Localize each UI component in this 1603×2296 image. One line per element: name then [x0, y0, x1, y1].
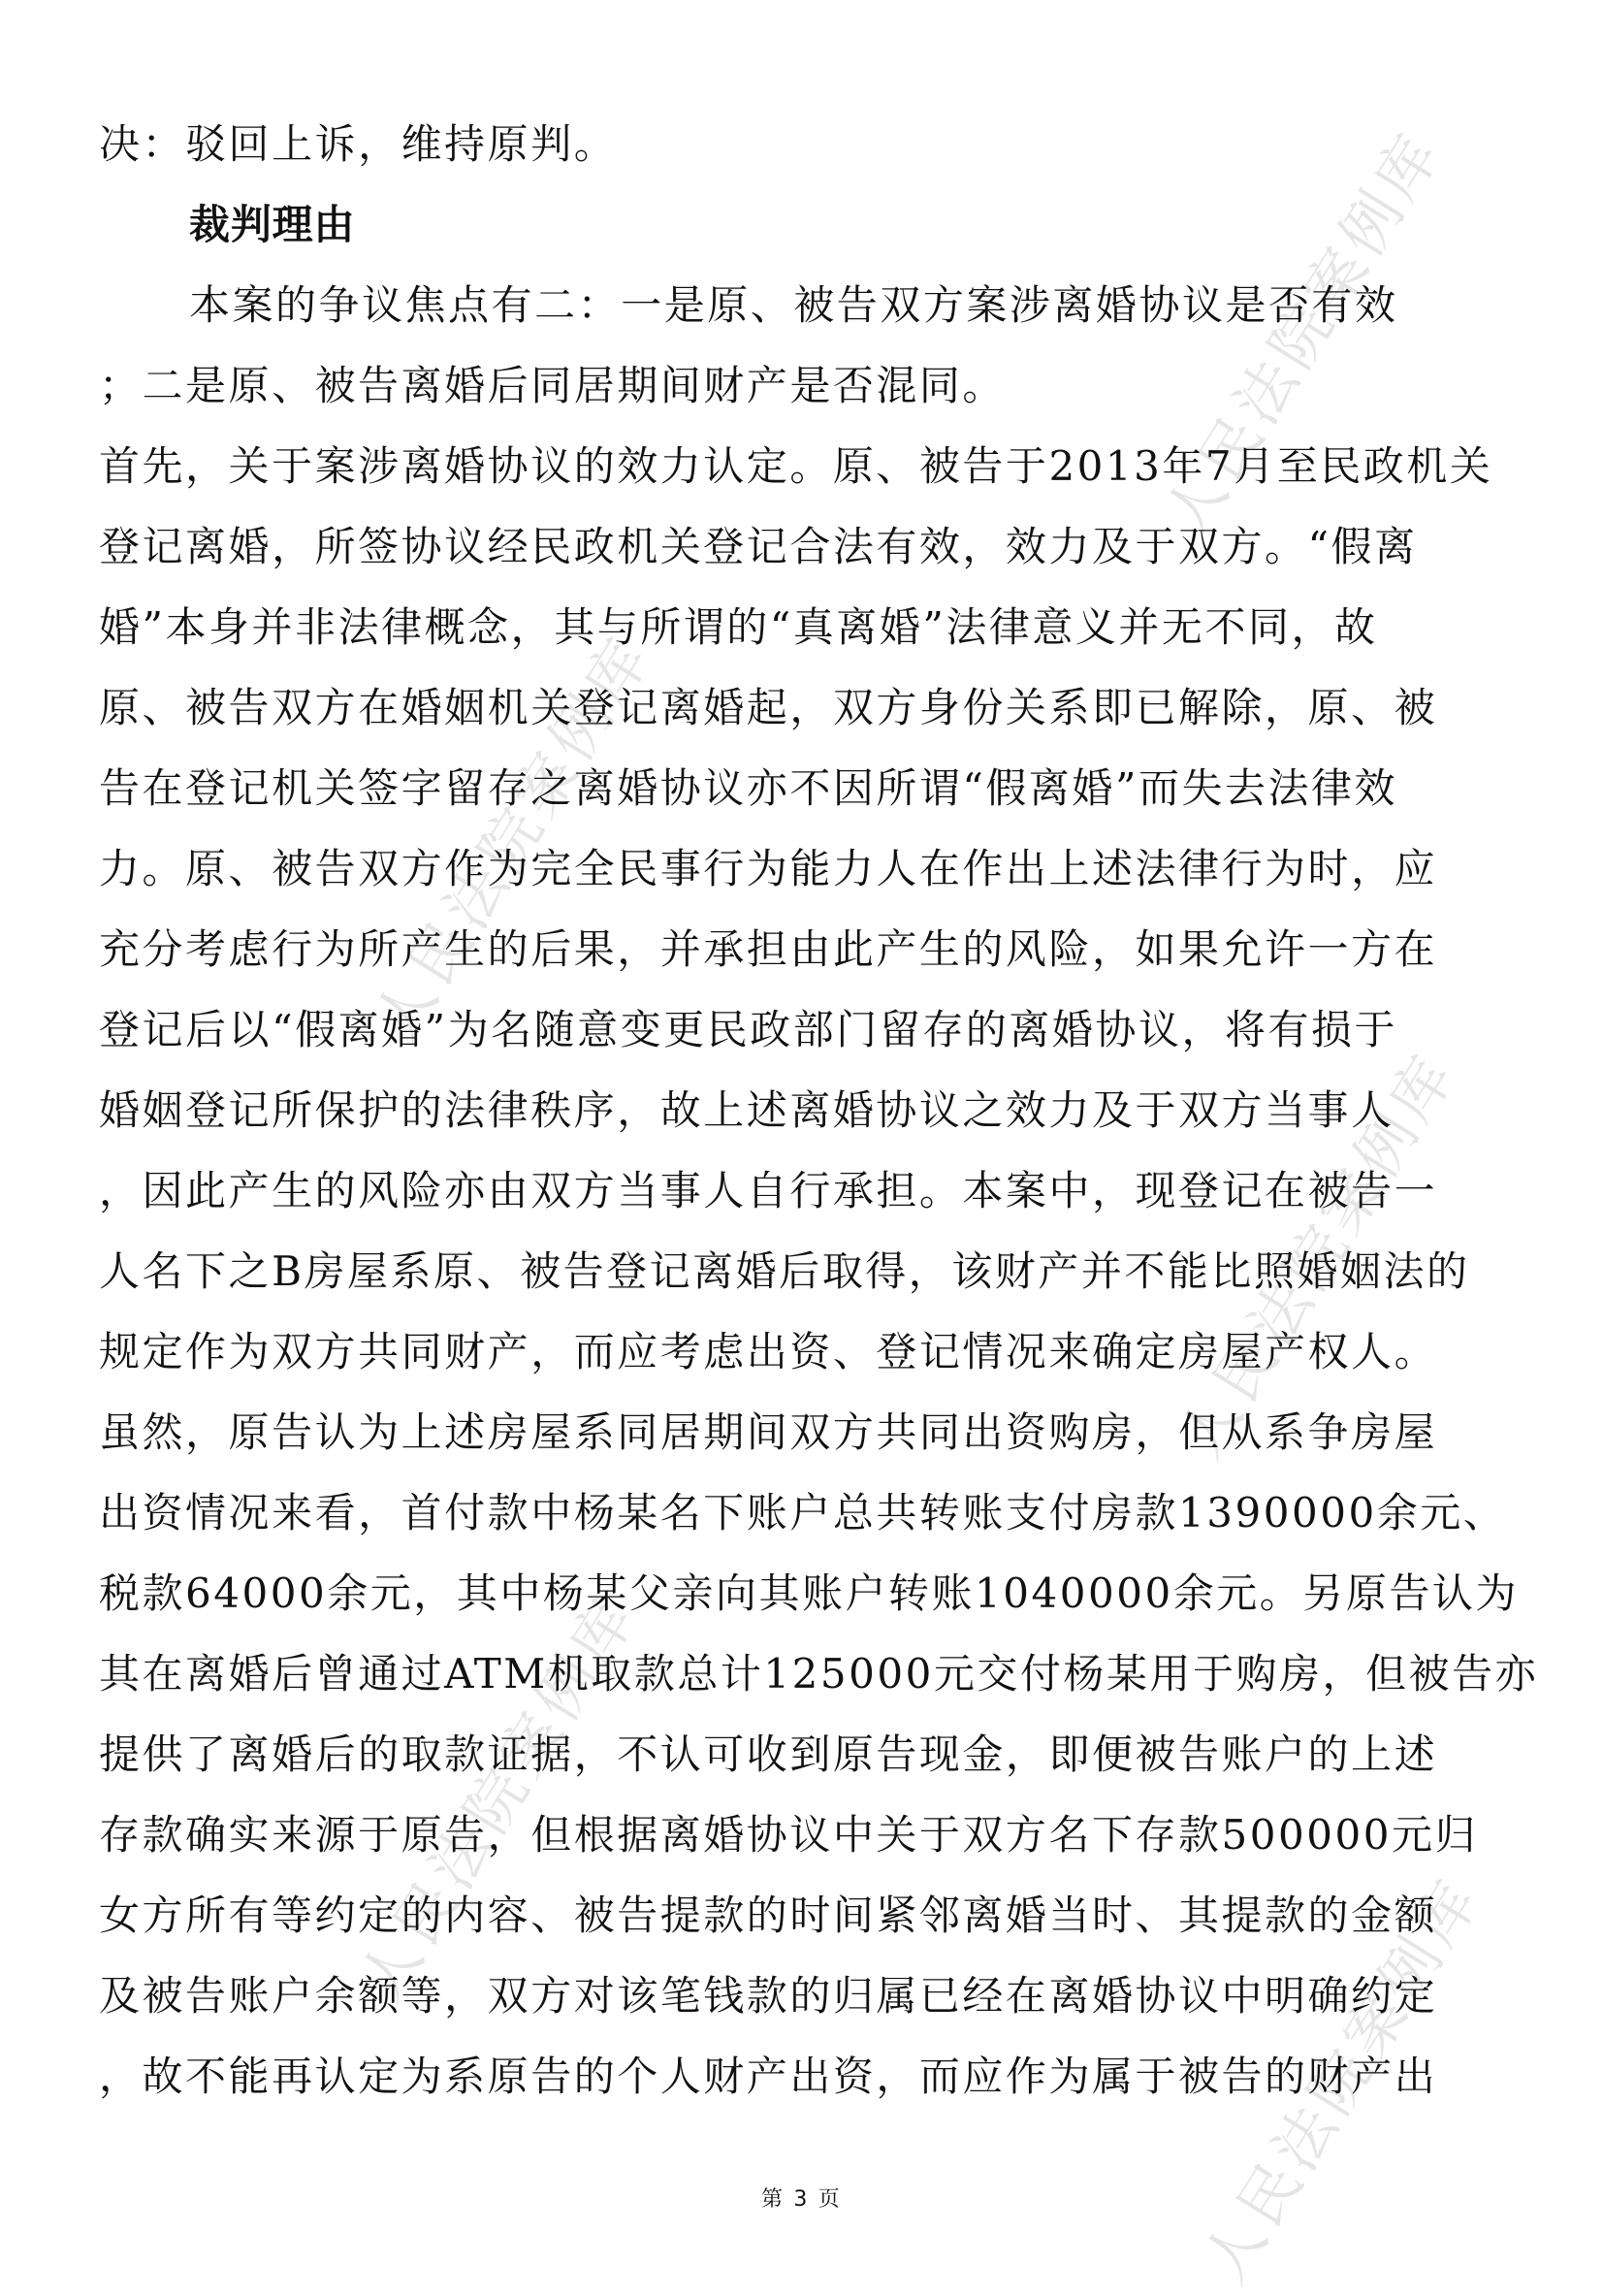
body-text-line: 出资情况来看，首付款中杨某名下账户总共转账支付房款1390000余元、	[99, 1489, 1507, 1536]
body-text-line: 决：驳回上诉，维持原判。	[99, 120, 618, 168]
body-text-line: 女方所有等约定的内容、被告提款的时间紧邻离婚当时、其提款的金额	[99, 1892, 1438, 1939]
body-text-line: 首先，关于案涉离婚协议的效力认定。原、被告于2013年7月至民政机关	[99, 442, 1493, 490]
body-text-line: 告在登记机关签字留存之离婚协议亦不因所谓“假离婚”而失去法律效	[99, 764, 1398, 812]
body-text-line: 税款64000余元，其中杨某父亲向其账户转账1040000余元。另原告认为	[99, 1569, 1519, 1617]
watermark: 人民法院案例库	[1189, 1864, 1494, 2295]
body-text-line: 婚”本身并非法律概念，其与所谓的“真离婚”法律意义并无不同，故	[99, 603, 1378, 651]
body-text-line: 登记离婚，所签协议经民政机关登记合法有效，效力及于双方。“假离	[99, 523, 1418, 570]
body-text-line: 婚姻登记所保护的法律秩序，故上述离婚协议之效力及于双方当事人	[99, 1086, 1395, 1134]
watermark: 人民法院案例库	[360, 623, 665, 1053]
body-text-line: 人名下之B房屋系原、被告登记离婚后取得，该财产并不能比照婚姻法的	[99, 1247, 1470, 1295]
body-text-line: 原、被告双方在婚姻机关登记离婚起，双方身份关系即已解除，原、被	[99, 684, 1438, 731]
body-text-line: 其在离婚后曾通过ATM机取款总计125000元交付杨某用于购房，但被告亦	[99, 1650, 1539, 1698]
body-text-line: 提供了离婚后的取款证据，不认可收到原告现金，即便被告账户的上述	[99, 1730, 1438, 1778]
body-text-line: 规定作为双方共同财产，而应考虑出资、登记情况来确定房屋产权人。	[99, 1328, 1438, 1375]
body-text-line: 及被告账户余额等，双方对该笔钱款的归属已经在离婚协议中明确约定	[99, 1972, 1438, 2020]
watermark: 人民法院案例库	[1165, 1040, 1470, 1471]
body-text-line: 充分考虑行为所产生的后果，并承担由此产生的风险，如果允许一方在	[99, 925, 1438, 973]
body-text-line: 虽然，原告认为上述房屋系同居期间双方共同出资购房，但从系争房屋	[99, 1408, 1438, 1456]
page-number: 第 3 页	[761, 2187, 842, 2212]
body-text-line: ；二是原、被告离婚后同居期间财产是否混同。	[99, 362, 1006, 409]
watermark: 人民法院案例库	[1150, 118, 1456, 549]
watermark: 人民法院案例库	[345, 1583, 651, 2014]
section-heading: 裁判理由	[189, 201, 356, 248]
body-text-line: 登记后以“假离婚”为名随意变更民政部门留存的离婚协议，将有损于	[99, 1006, 1398, 1053]
body-text-line: 本案的争议焦点有二：一是原、被告双方案涉离婚协议是否有效	[189, 281, 1398, 329]
body-text-line: 存款确实来源于原告，但根据离婚协议中关于双方名下存款500000元归	[99, 1811, 1479, 1859]
body-text-line: ，因此产生的风险亦由双方当事人自行承担。本案中，现登记在被告一	[99, 1167, 1438, 1214]
body-text-line: ，故不能再认定为系原告的个人财产出资，而应作为属于被告的财产出	[99, 2053, 1438, 2100]
body-text-line: 力。原、被告双方作为完全民事行为能力人在作出上述法律行为时，应	[99, 845, 1438, 892]
